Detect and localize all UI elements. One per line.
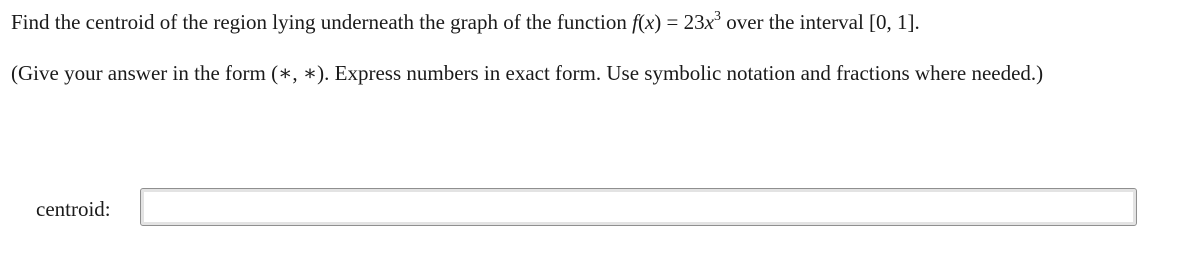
coefficient: 23 (683, 10, 705, 34)
question-suffix: over the interval [0, 1]. (720, 10, 920, 34)
close-paren: ) (654, 10, 662, 34)
base-variable: x (704, 10, 714, 34)
equals-sign: = (661, 10, 684, 34)
centroid-input[interactable] (140, 188, 1137, 226)
function-variable: x (644, 10, 655, 34)
question-prefix: Find the centroid of the region lying underneath the graph of the function (11, 10, 633, 34)
exponent: 3 (713, 9, 721, 24)
question-text (11, 9, 920, 35)
answer-instructions: (Give your answer in the form (∗, ∗). Express numbers in exact form. Use symbolic notation and fractions where needed.) (11, 61, 1044, 85)
open-paren: ( (637, 10, 645, 34)
function-name: f (632, 10, 638, 34)
centroid-label: centroid: (36, 197, 111, 221)
